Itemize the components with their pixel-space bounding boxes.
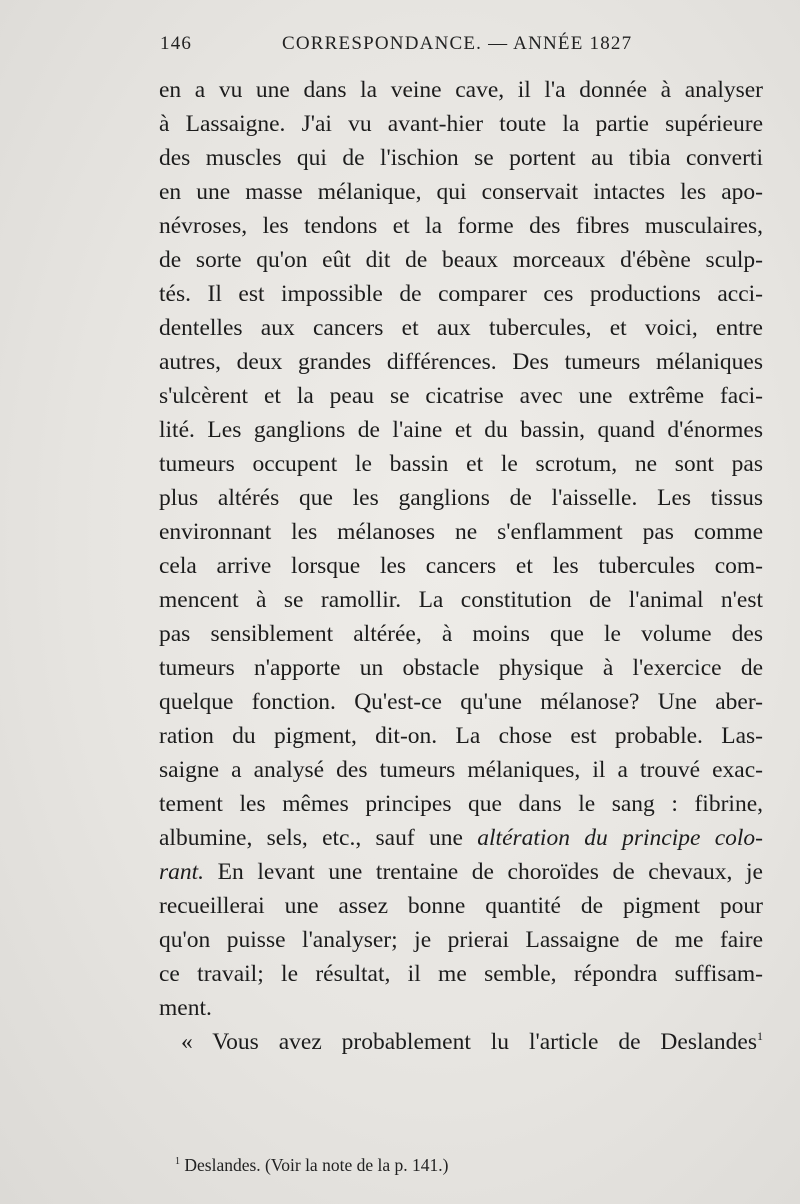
text-line: névroses, les tendons et la forme des fibres musculaires, xyxy=(159,213,763,239)
text-line: recueillerai une assez bonne quantité de pigment pour xyxy=(159,893,763,919)
text-line: quelque fonction. Qu'est-ce qu'une mélanose? Une aber- xyxy=(159,689,763,715)
text-line xyxy=(159,855,763,889)
text-line: à Lassaigne. J'ai vu avant-hier toute la partie supérieure xyxy=(159,111,763,137)
text-line: ration du pigment, dit-on. La chose est probable. Las- xyxy=(159,723,763,749)
text-line: plus altérés que les ganglions de l'aisselle. Les tissus xyxy=(159,485,763,511)
text-run: « Vous avez probablement lu l'article de Deslandes xyxy=(181,1029,757,1055)
text-line: tumeurs n'apporte un obstacle physique à l'exercice de xyxy=(159,655,763,681)
footnote-marker: 1 xyxy=(175,1156,180,1168)
text-line: tement les mêmes principes que dans le sang : fibrine, xyxy=(159,791,763,817)
text-line xyxy=(159,1025,763,1059)
text-line: lité. Les ganglions de l'aine et du bassin, quand d'énormes xyxy=(159,417,763,443)
text-line: en a vu une dans la veine cave, il l'a donnée à analyser xyxy=(159,77,763,103)
text-line: saigne a analysé des tumeurs mélaniques, il a trouvé exac- xyxy=(159,757,763,783)
text-line: en une masse mélanique, qui conservait intactes les apo- xyxy=(159,179,763,205)
text-run: En levant une trentaine de choroïdes de chevaux, je xyxy=(204,859,763,885)
footnote xyxy=(175,1155,595,1176)
text-line: de sorte qu'on eût dit de beaux morceaux d'ébène sculp- xyxy=(159,247,763,273)
text-line: s'ulcèrent et la peau se cicatrise avec une extrême faci- xyxy=(159,383,763,409)
text-line xyxy=(159,821,763,855)
text-line: tés. Il est impossible de comparer ces productions acci- xyxy=(159,281,763,307)
footnote-reference[interactable]: 1 xyxy=(757,1029,763,1044)
footnote-text: Deslandes. (Voir la note de la p. 141.) xyxy=(180,1155,449,1175)
italic-phrase: altération du principe colo- xyxy=(477,825,764,851)
text-line: qu'on puisse l'analyser; je prierai Lassaigne de me faire xyxy=(159,927,763,953)
text-line: autres, deux grandes différences. Des tumeurs mélaniques xyxy=(159,349,763,375)
text-line: mencent à se ramollir. La constitution de l'animal n'est xyxy=(159,587,763,613)
italic-phrase: rant. xyxy=(159,859,205,885)
text-line: des muscles qui de l'ischion se portent au tibia converti xyxy=(159,145,763,171)
text-line: pas sensiblement altérée, à moins que le volume des xyxy=(159,621,763,647)
text-line: ce travail; le résultat, il me semble, répondra suffisam- xyxy=(159,961,763,987)
text-line: tumeurs occupent le bassin et le scrotum, ne sont pas xyxy=(159,451,763,477)
text-run: albumine, sels, etc., sauf une xyxy=(159,825,478,851)
text-line: cela arrive lorsque les cancers et les tubercules com- xyxy=(159,553,763,579)
text-line: environnant les mélanoses ne s'enflamment pas comme xyxy=(159,519,763,545)
page-number: 146 xyxy=(160,33,193,54)
paragraph-end-line: ment. xyxy=(159,995,212,1021)
page-header xyxy=(160,33,665,59)
running-head: CORRESPONDANCE. — ANNÉE 1827 xyxy=(282,33,633,54)
text-line: dentelles aux cancers et aux tubercules, et voici, entre xyxy=(159,315,763,341)
body-text xyxy=(159,73,763,1059)
